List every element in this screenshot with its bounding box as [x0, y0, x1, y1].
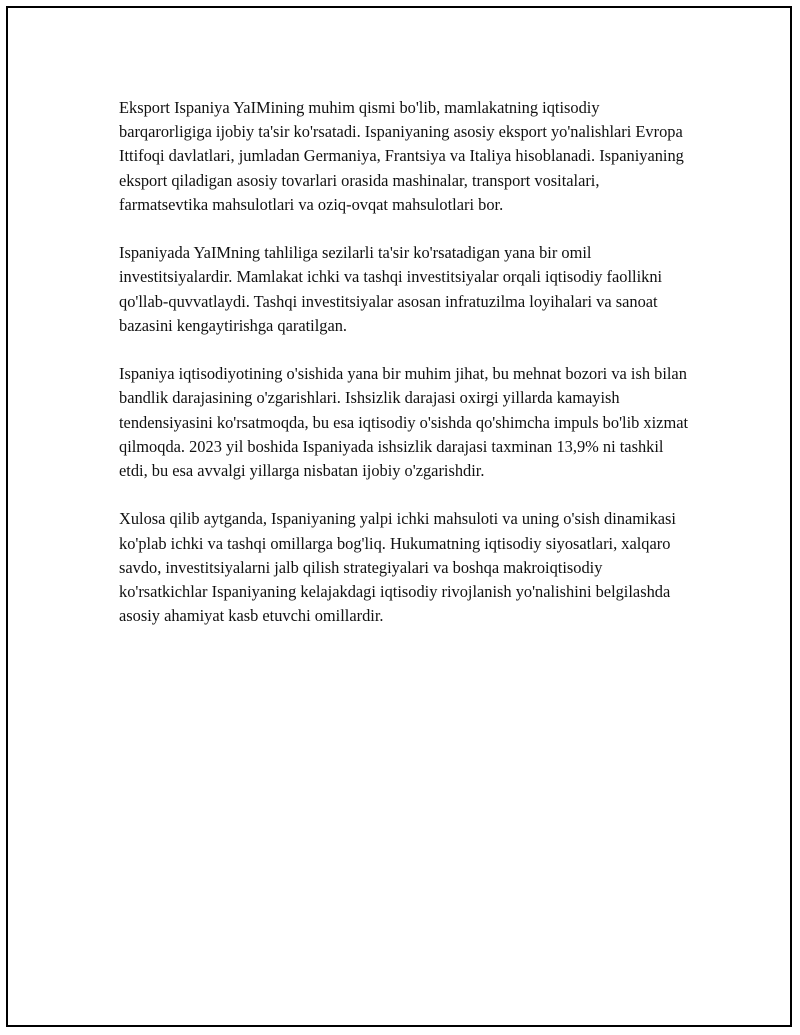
document-body [119, 96, 689, 653]
document-page [6, 6, 792, 1027]
paragraph-labor-market: Ispaniya iqtisodiyotining o'sishida yana bir muhim jihat, bu mehnat bozori va ish bilan bandlik darajasining o'zgarishlari. Ishsizlik darajasi oxirgi yillarda kamayish tendensiyasini ko'rsatmoqda, bu esa iqtisodiy o'sishda qo'shimcha impuls bo'lib xizmat qilmoqda. 2023 yil boshida Ispaniyada ishsizlik darajasi taxminan 13,9% ni tashkil etdi, bu esa avvalgi yillarga nisbatan ijobiy o'zgarishdir. [119, 364, 689, 481]
paragraph-export: Eksport Ispaniya YaIMining muhim qismi bo'lib, mamlakatning iqtisodiy barqarorligiga ijobiy ta'sir ko'rsatadi. Ispaniyaning asosiy eksport yo'nalishlari Evropa Ittifoqi davlatlari, jumladan Germaniya, Frantsiya va Italiya hisoblanadi. Ispaniyaning eksport qiladigan asosiy tovarlari orasida mashinalar, transport vositalari, farmatsevtika mahsulotlari va oziq-ovqat mahsulotlari bor. [119, 98, 684, 214]
paragraph-investments: Ispaniyada YaIMning tahliliga sezilarli ta'sir ko'rsatadigan yana bir omil investitsiyalardir. Mamlakat ichki va tashqi investitsiyalar orqali iqtisodiy faollikni qo'llab-quvvatlaydi. Tashqi investitsiyalar asosan infratuzilma loyihalari va sanoat bazasini kengaytirishga qaratilgan. [119, 243, 663, 335]
paragraph-conclusion: Xulosa qilib aytganda, Ispaniyaning yalpi ichki mahsuloti va uning o'sish dinamikasi ko'plab ichki va tashqi omillarga bog'liq. Hukumatning iqtisodiy siyosatlari, xalqaro savdo, investitsiyalarni jalb qilish strategiyalari va boshqa makroiqtisodiy ko'rsatkichlar Ispaniyaning kelajakdagi iqtisodiy rivojlanish yo'nalishini belgilashda asosiy ahamiyat kasb etuvchi omillardir. [119, 509, 676, 626]
